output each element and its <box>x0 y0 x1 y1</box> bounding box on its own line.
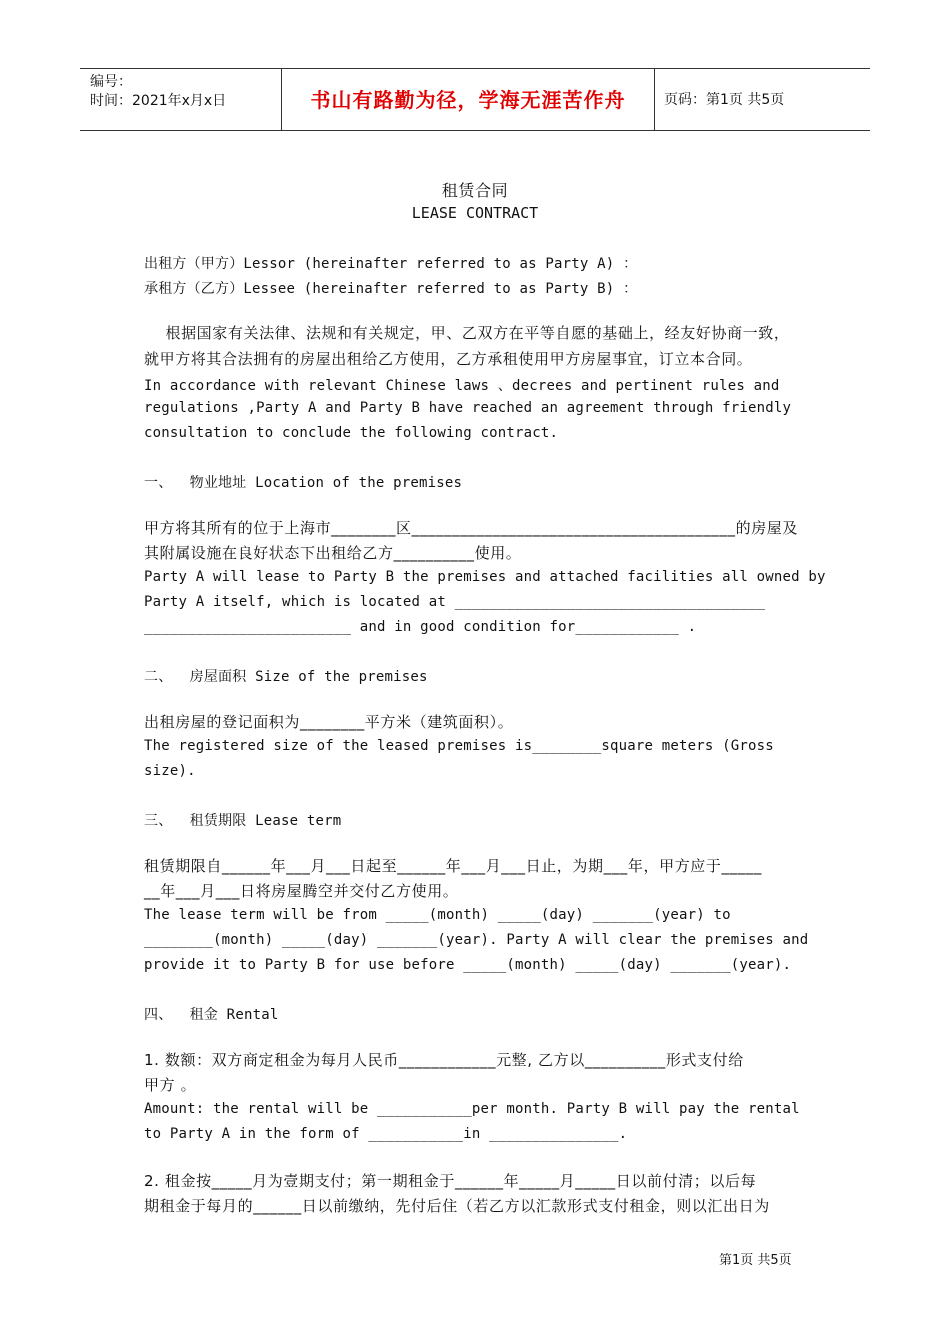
document-time-label: 时间：2021年x月x日 <box>90 93 227 109</box>
section3-cn-line: 租赁期限自______年___月___日起至______年___月___日止，为期___年，甲方应于_____ <box>144 857 763 875</box>
document-title-en: LEASE CONTRACT <box>411 204 539 222</box>
header-divider <box>654 69 655 130</box>
preamble-en-line: consultation to conclude the following contract. <box>144 425 559 441</box>
section2-en-line: size). <box>144 763 196 779</box>
section4-item1-cn-line: 1. 数额：双方商定租金为每月人民币____________元整, 乙方以__________形式支付给 <box>144 1051 744 1069</box>
section2-heading: 二、 房屋面积 Size of the premises <box>144 669 428 685</box>
section1-en-line: Party A itself, which is located at ____________________________________ <box>144 594 766 610</box>
section3-en-line: The lease term will be from _____(month) _____(day) _______(year) to <box>144 907 731 923</box>
document-number-label: 编号： <box>90 74 132 90</box>
section1-heading: 一、 物业地址 Location of the premises <box>144 475 463 491</box>
section4-item1-en-line: to Party A in the form of ___________in _______________. <box>144 1126 628 1142</box>
preamble-cn-line: 根据国家有关法律、法规和有关规定，甲、乙双方在平等自愿的基础上，经友好协商一致， <box>144 324 790 342</box>
section1-en-line: ________________________ and in good condition for____________ . <box>144 619 697 635</box>
header-motto: 书山有路勤为径，学海无涯苦作舟 <box>310 88 626 112</box>
section2-en-line: The registered size of the leased premises is________square meters (Gross <box>144 738 774 754</box>
section3-en-line: ________(month) _____(day) _______(year). Party A will clear the premises and <box>144 932 809 948</box>
document-title-cn: 租赁合同 <box>441 181 509 200</box>
page-footer: 第1页 共5页 <box>719 1253 792 1268</box>
document-header <box>80 68 870 131</box>
lessee-line: 承租方（乙方）Lessee (hereinafter referred to as Party B) ： <box>144 281 638 297</box>
preamble-en-line: In accordance with relevant Chinese laws 、decrees and pertinent rules and <box>144 378 780 394</box>
header-page-info: 页码：第1页 共5页 <box>664 92 785 108</box>
section4-heading: 四、 租金 Rental <box>144 1007 279 1023</box>
section1-cn-line: 其附属设施在良好状态下出租给乙方__________使用。 <box>144 544 522 562</box>
lessor-line: 出租方（甲方）Lessor (hereinafter referred to as Party A) ： <box>144 256 638 272</box>
preamble-cn-line: 就甲方将其合法拥有的房屋出租给乙方使用，乙方承租使用甲方房屋事宜，订立本合同。 <box>144 350 753 368</box>
section3-heading: 三、 租赁期限 Lease term <box>144 813 342 829</box>
section3-en-line: provide it to Party B for use before _____(month) _____(day) _______(year). <box>144 957 792 973</box>
preamble-en-line: regulations ,Party A and Party B have reached an agreement through friendly <box>144 400 792 416</box>
section4-item1-en-line: Amount: the rental will be ___________per month. Party B will pay the rental <box>144 1101 800 1117</box>
header-meta <box>90 73 226 111</box>
section1-cn-line: 甲方将其所有的位于上海市________区________________________________________的房屋及 <box>144 519 799 537</box>
section2-cn-line: 出租房屋的登记面积为________平方米（建筑面积）。 <box>144 713 514 731</box>
section1-en-line: Party A will lease to Party B the premises and attached facilities all owned by <box>144 569 826 585</box>
section4-item2-cn-line: 期租金于每月的______日以前缴纳，先付后住（若乙方以汇款形式支付租金，则以汇出日为 <box>144 1197 770 1215</box>
section3-cn-line: __年___月___日将房屋腾空并交付乙方使用。 <box>144 882 459 900</box>
section4-item1-cn-line: 甲方 。 <box>144 1076 197 1094</box>
section4-item2-cn-line: 2. 租金按_____月为壹期支付；第一期租金于______年_____月_____日以前付清；以后每 <box>144 1172 757 1190</box>
